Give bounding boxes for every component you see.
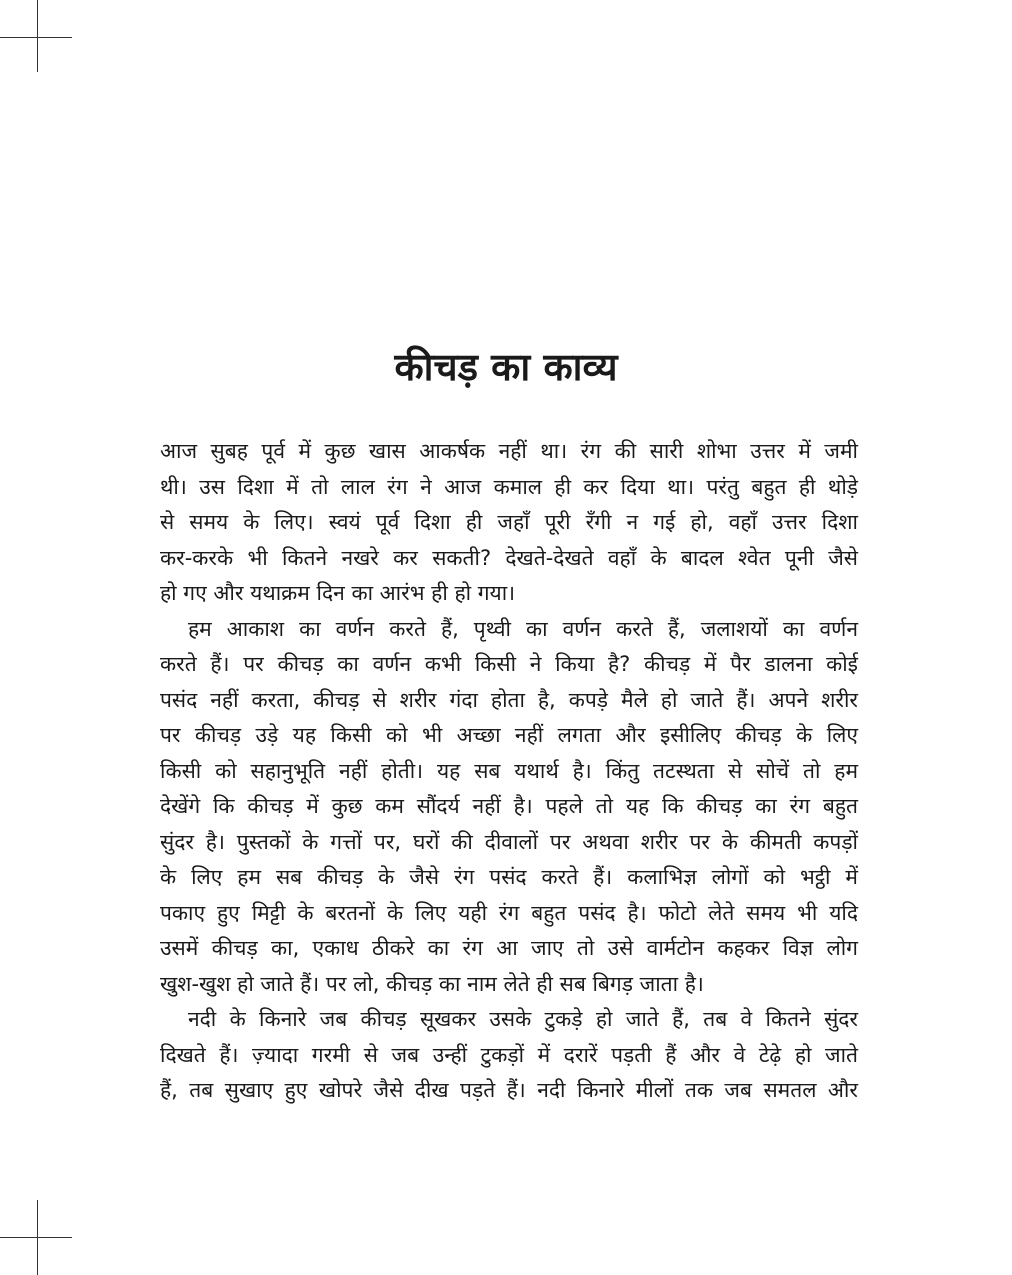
text-line: देखेंगे कि कीचड़ में कुछ कम सौंदर्य नहीं है। पहले तो यह कि कीचड़ का रंग बहुत — [160, 794, 858, 818]
text-line: आज सुबह पूर्व में कुछ खास आकर्षक नहीं था। रंग की सारी शोभा उत्तर में जमी — [160, 439, 858, 463]
text-line: उसमें कीचड़ का, एकाध ठीकरे का रंग आ जाए तो उसे वार्मटोन कहकर विज्ञ लोग — [160, 936, 858, 960]
paragraph — [160, 612, 858, 1003]
text-line: सुंदर है। पुस्तकों के गत्तों पर, घरों की दीवालों पर अथवा शरीर पर के कीमती कपड़ों — [160, 829, 858, 854]
text-line: किसी को सहानुभूति नहीं होती। यह सब यथार्थ है। किंतु तटस्थता से सोचें तो हम — [160, 758, 858, 783]
text-line: कर-करके भी कितने नखरे कर सकती? देखते-देखते वहाँ के बादल श्वेत पूनी जैसे — [160, 545, 858, 570]
text-line: हैं, तब सुखाए हुए खोपरे जैसे दीख पड़ते हैं। नदी किनारे मीलों तक जब समतल और — [160, 1078, 858, 1102]
text-line: हो गए और यथाक्रम दिन का आरंभ ही हो गया। — [160, 581, 516, 605]
paragraph — [160, 1002, 858, 1109]
crop-mark-top-horizontal — [0, 37, 72, 38]
text-line: पसंद नहीं करता, कीचड़ से शरीर गंदा होता है, कपड़े मैले हो जाते हैं। अपने शरीर — [160, 687, 858, 712]
text-line: थी। उस दिशा में तो लाल रंग ने आज कमाल ही कर दिया था। परंतु बहुत ही थोड़े — [160, 474, 858, 499]
text-line: दिखते हैं। ज़्यादा गरमी से जब उन्हीं टुकड़ों में दरारें पड़ती हैं और वे टेढ़े हो जाते — [160, 1042, 858, 1067]
text-line: पर कीचड़ उड़े यह किसी को भी अच्छा नहीं लगता और इसीलिए कीचड़ के लिए — [160, 723, 858, 747]
crop-mark-top-vertical — [37, 0, 38, 72]
paragraph — [160, 434, 858, 612]
text-line: खुश-खुश हो जाते हैं। पर लो, कीचड़ का नाम लेते ही सब बिगड़ जाता है। — [160, 971, 704, 996]
text-line: के लिए हम सब कीचड़ के जैसे रंग पसंद करते हैं। कलाभिज्ञ लोगों को भट्ठी में — [160, 865, 858, 889]
text-line: पकाए हुए मिट्टी के बरतनों के लिए यही रंग बहुत पसंद है। फोटो लेते समय भी यदि — [160, 900, 858, 925]
text-line: नदी के किनारे जब कीचड़ सूखकर उसके टुकड़े हो जाते हैं, तब वे कितने सुंदर — [188, 1007, 858, 1031]
text-line: से समय के लिए। स्वयं पूर्व दिशा ही जहाँ पूरी रँगी न गई हो, वहाँ उत्तर दिशा — [160, 510, 858, 534]
page-title: कीचड़ का काव्य — [394, 345, 618, 389]
text-line: हम आकाश का वर्णन करते हैं, पृथ्वी का वर्णन करते हैं, जलाशयों का वर्णन — [188, 616, 858, 641]
crop-mark-bottom-horizontal — [0, 1237, 72, 1238]
article-body — [160, 434, 858, 1109]
text-line: करते हैं। पर कीचड़ का वर्णन कभी किसी ने किया है? कीचड़ में पैर डालना कोई — [160, 652, 858, 676]
